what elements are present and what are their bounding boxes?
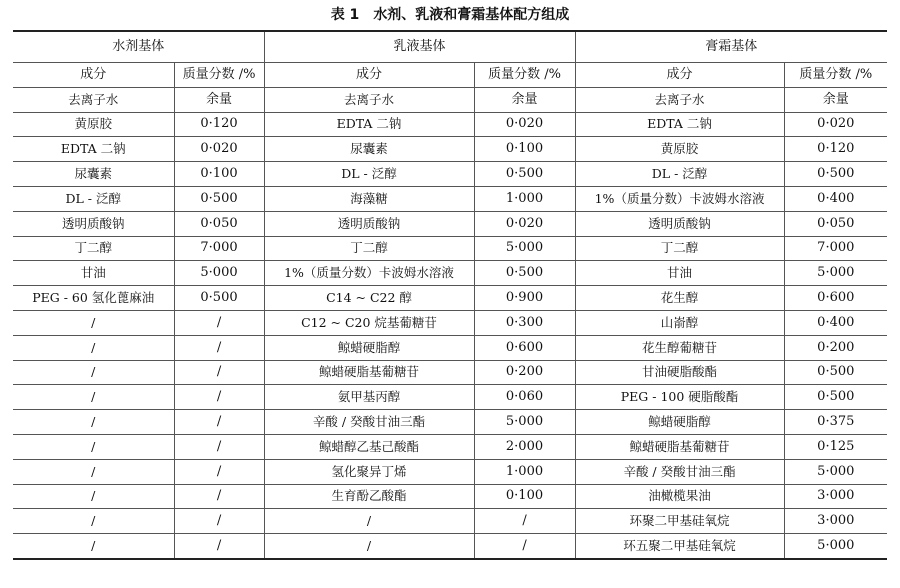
cell-water-mass-fraction: 7·000	[174, 236, 264, 261]
table-number: 表 1	[330, 7, 360, 23]
cell-cream-mass-fraction: 3·000	[784, 484, 887, 509]
table-row	[13, 459, 887, 484]
cell-cream-ingredient: 1%（质量分数）卡波姆水溶液	[575, 186, 784, 211]
column-header-mass-fraction: 质量分数 /%	[474, 63, 575, 88]
cell-water-ingredient: PEG - 60 氢化蓖麻油	[13, 286, 174, 311]
table-row	[13, 186, 887, 211]
cell-cream-mass-fraction: 0·200	[784, 335, 887, 360]
cell-cream-ingredient: 甘油	[575, 261, 784, 286]
cell-lotion-ingredient: 鲸蜡醇乙基己酸酯	[264, 434, 474, 459]
cell-cream-ingredient: 环五聚二甲基硅氧烷	[575, 534, 784, 559]
cell-cream-mass-fraction: 5·000	[784, 261, 887, 286]
cell-water-ingredient: DL - 泛醇	[13, 186, 174, 211]
table-row	[13, 310, 887, 335]
cell-water-mass-fraction: /	[174, 335, 264, 360]
table-row	[13, 484, 887, 509]
cell-cream-ingredient: 鲸蜡硬脂基葡糖苷	[575, 434, 784, 459]
cell-cream-mass-fraction: 0·120	[784, 137, 887, 162]
cell-lotion-mass-fraction: 0·200	[474, 360, 575, 385]
cell-lotion-ingredient: /	[264, 534, 474, 559]
cell-lotion-mass-fraction: 0·100	[474, 484, 575, 509]
cell-cream-ingredient: 花生醇葡糖苷	[575, 335, 784, 360]
cell-lotion-ingredient: 氢化聚异丁烯	[264, 459, 474, 484]
cell-lotion-mass-fraction: 1·000	[474, 459, 575, 484]
cell-lotion-ingredient: 1%（质量分数）卡波姆水溶液	[264, 261, 474, 286]
column-header-ingredient: 成分	[264, 63, 474, 88]
cell-water-ingredient: 甘油	[13, 261, 174, 286]
cell-lotion-mass-fraction: 0·500	[474, 162, 575, 187]
cell-water-ingredient: /	[13, 410, 174, 435]
table-row	[13, 534, 887, 559]
cell-water-ingredient: EDTA 二钠	[13, 137, 174, 162]
cell-lotion-mass-fraction: 0·060	[474, 385, 575, 410]
column-header-ingredient: 成分	[13, 63, 174, 88]
cell-cream-ingredient: 花生醇	[575, 286, 784, 311]
column-header-row	[13, 63, 887, 88]
cell-cream-mass-fraction: 0·600	[784, 286, 887, 311]
cell-cream-mass-fraction: 余量	[784, 87, 887, 112]
cell-water-ingredient: /	[13, 509, 174, 534]
cell-cream-mass-fraction: 5·000	[784, 534, 887, 559]
cell-water-mass-fraction: 0·120	[174, 112, 264, 137]
cell-lotion-mass-fraction: /	[474, 534, 575, 559]
cell-water-mass-fraction: /	[174, 484, 264, 509]
cell-lotion-ingredient: 去离子水	[264, 87, 474, 112]
cell-cream-ingredient: 环聚二甲基硅氧烷	[575, 509, 784, 534]
cell-cream-mass-fraction: 0·400	[784, 310, 887, 335]
cell-cream-ingredient: 辛酸 / 癸酸甘油三酯	[575, 459, 784, 484]
table-row	[13, 261, 887, 286]
cell-water-mass-fraction: 5·000	[174, 261, 264, 286]
cell-lotion-ingredient: C14 ~ C22 醇	[264, 286, 474, 311]
table-row	[13, 509, 887, 534]
cell-lotion-mass-fraction: 1·000	[474, 186, 575, 211]
cell-water-ingredient: 丁二醇	[13, 236, 174, 261]
table-row	[13, 360, 887, 385]
cell-lotion-mass-fraction: 0·300	[474, 310, 575, 335]
cell-cream-ingredient: 透明质酸钠	[575, 211, 784, 236]
cell-water-mass-fraction: 0·500	[174, 186, 264, 211]
table-row	[13, 87, 887, 112]
formula-table	[13, 30, 887, 560]
cell-cream-ingredient: 黄原胶	[575, 137, 784, 162]
table-row	[13, 162, 887, 187]
cell-lotion-mass-fraction: 5·000	[474, 236, 575, 261]
cell-lotion-mass-fraction: 0·100	[474, 137, 575, 162]
cell-lotion-mass-fraction: /	[474, 509, 575, 534]
cell-lotion-mass-fraction: 5·000	[474, 410, 575, 435]
table-row	[13, 236, 887, 261]
cell-lotion-ingredient: EDTA 二钠	[264, 112, 474, 137]
cell-water-ingredient: /	[13, 434, 174, 459]
cell-cream-mass-fraction: 0·400	[784, 186, 887, 211]
table-row	[13, 335, 887, 360]
cell-water-ingredient: /	[13, 385, 174, 410]
cell-cream-mass-fraction: 0·500	[784, 385, 887, 410]
cell-water-mass-fraction: /	[174, 509, 264, 534]
cell-lotion-ingredient: /	[264, 509, 474, 534]
table-caption	[0, 6, 900, 24]
cell-cream-ingredient: DL - 泛醇	[575, 162, 784, 187]
cell-cream-ingredient: 去离子水	[575, 87, 784, 112]
cell-water-ingredient: /	[13, 360, 174, 385]
cell-water-mass-fraction: 0·050	[174, 211, 264, 236]
group-header-lotion: 乳液基体	[264, 31, 575, 63]
cell-cream-mass-fraction: 0·125	[784, 434, 887, 459]
cell-lotion-ingredient: 海藻糖	[264, 186, 474, 211]
cell-water-mass-fraction: 0·500	[174, 286, 264, 311]
group-header-water: 水剂基体	[13, 31, 264, 63]
cell-water-ingredient: 黄原胶	[13, 112, 174, 137]
cell-water-ingredient: /	[13, 335, 174, 360]
cell-lotion-ingredient: 丁二醇	[264, 236, 474, 261]
cell-cream-mass-fraction: 5·000	[784, 459, 887, 484]
cell-lotion-mass-fraction: 2·000	[474, 434, 575, 459]
cell-water-mass-fraction: /	[174, 360, 264, 385]
cell-water-mass-fraction: /	[174, 410, 264, 435]
cell-cream-ingredient: 甘油硬脂酸酯	[575, 360, 784, 385]
table-row	[13, 137, 887, 162]
cell-cream-ingredient: 丁二醇	[575, 236, 784, 261]
cell-cream-ingredient: PEG - 100 硬脂酸酯	[575, 385, 784, 410]
cell-lotion-ingredient: 透明质酸钠	[264, 211, 474, 236]
table-title: 水剂、乳液和膏霜基体配方组成	[373, 7, 570, 23]
cell-cream-ingredient: 山嵛醇	[575, 310, 784, 335]
table-row	[13, 385, 887, 410]
cell-water-ingredient: 去离子水	[13, 87, 174, 112]
cell-cream-mass-fraction: 3·000	[784, 509, 887, 534]
cell-lotion-ingredient: 辛酸 / 癸酸甘油三酯	[264, 410, 474, 435]
cell-water-ingredient: /	[13, 459, 174, 484]
cell-water-ingredient: /	[13, 534, 174, 559]
cell-lotion-ingredient: 鲸蜡硬脂基葡糖苷	[264, 360, 474, 385]
column-header-mass-fraction: 质量分数 /%	[784, 63, 887, 88]
cell-water-ingredient: /	[13, 310, 174, 335]
cell-water-mass-fraction: /	[174, 310, 264, 335]
cell-lotion-mass-fraction: 0·500	[474, 261, 575, 286]
table-row	[13, 112, 887, 137]
cell-cream-ingredient: 鲸蜡硬脂醇	[575, 410, 784, 435]
cell-cream-ingredient: 油橄榄果油	[575, 484, 784, 509]
cell-lotion-mass-fraction: 0·020	[474, 211, 575, 236]
cell-lotion-mass-fraction: 0·600	[474, 335, 575, 360]
cell-lotion-mass-fraction: 余量	[474, 87, 575, 112]
cell-lotion-ingredient: 氨甲基丙醇	[264, 385, 474, 410]
cell-lotion-ingredient: 生育酚乙酸酯	[264, 484, 474, 509]
cell-water-mass-fraction: /	[174, 459, 264, 484]
column-header-mass-fraction: 质量分数 /%	[174, 63, 264, 88]
cell-lotion-mass-fraction: 0·900	[474, 286, 575, 311]
table-row	[13, 211, 887, 236]
cell-lotion-ingredient: 尿囊素	[264, 137, 474, 162]
cell-water-ingredient: 透明质酸钠	[13, 211, 174, 236]
column-header-ingredient: 成分	[575, 63, 784, 88]
cell-cream-mass-fraction: 7·000	[784, 236, 887, 261]
cell-cream-mass-fraction: 0·375	[784, 410, 887, 435]
cell-water-mass-fraction: 余量	[174, 87, 264, 112]
cell-cream-mass-fraction: 0·020	[784, 112, 887, 137]
group-header-cream: 膏霜基体	[575, 31, 887, 63]
cell-cream-mass-fraction: 0·500	[784, 360, 887, 385]
cell-water-mass-fraction: 0·100	[174, 162, 264, 187]
cell-lotion-mass-fraction: 0·020	[474, 112, 575, 137]
cell-water-mass-fraction: /	[174, 434, 264, 459]
cell-water-mass-fraction: /	[174, 385, 264, 410]
cell-water-mass-fraction: 0·020	[174, 137, 264, 162]
cell-water-ingredient: 尿囊素	[13, 162, 174, 187]
group-header-row	[13, 31, 887, 63]
table-row	[13, 286, 887, 311]
table-row	[13, 410, 887, 435]
cell-lotion-ingredient: C12 ~ C20 烷基葡糖苷	[264, 310, 474, 335]
cell-cream-mass-fraction: 0·500	[784, 162, 887, 187]
cell-water-ingredient: /	[13, 484, 174, 509]
cell-lotion-ingredient: 鲸蜡硬脂醇	[264, 335, 474, 360]
cell-cream-ingredient: EDTA 二钠	[575, 112, 784, 137]
cell-water-mass-fraction: /	[174, 534, 264, 559]
cell-cream-mass-fraction: 0·050	[784, 211, 887, 236]
cell-lotion-ingredient: DL - 泛醇	[264, 162, 474, 187]
table-row	[13, 434, 887, 459]
